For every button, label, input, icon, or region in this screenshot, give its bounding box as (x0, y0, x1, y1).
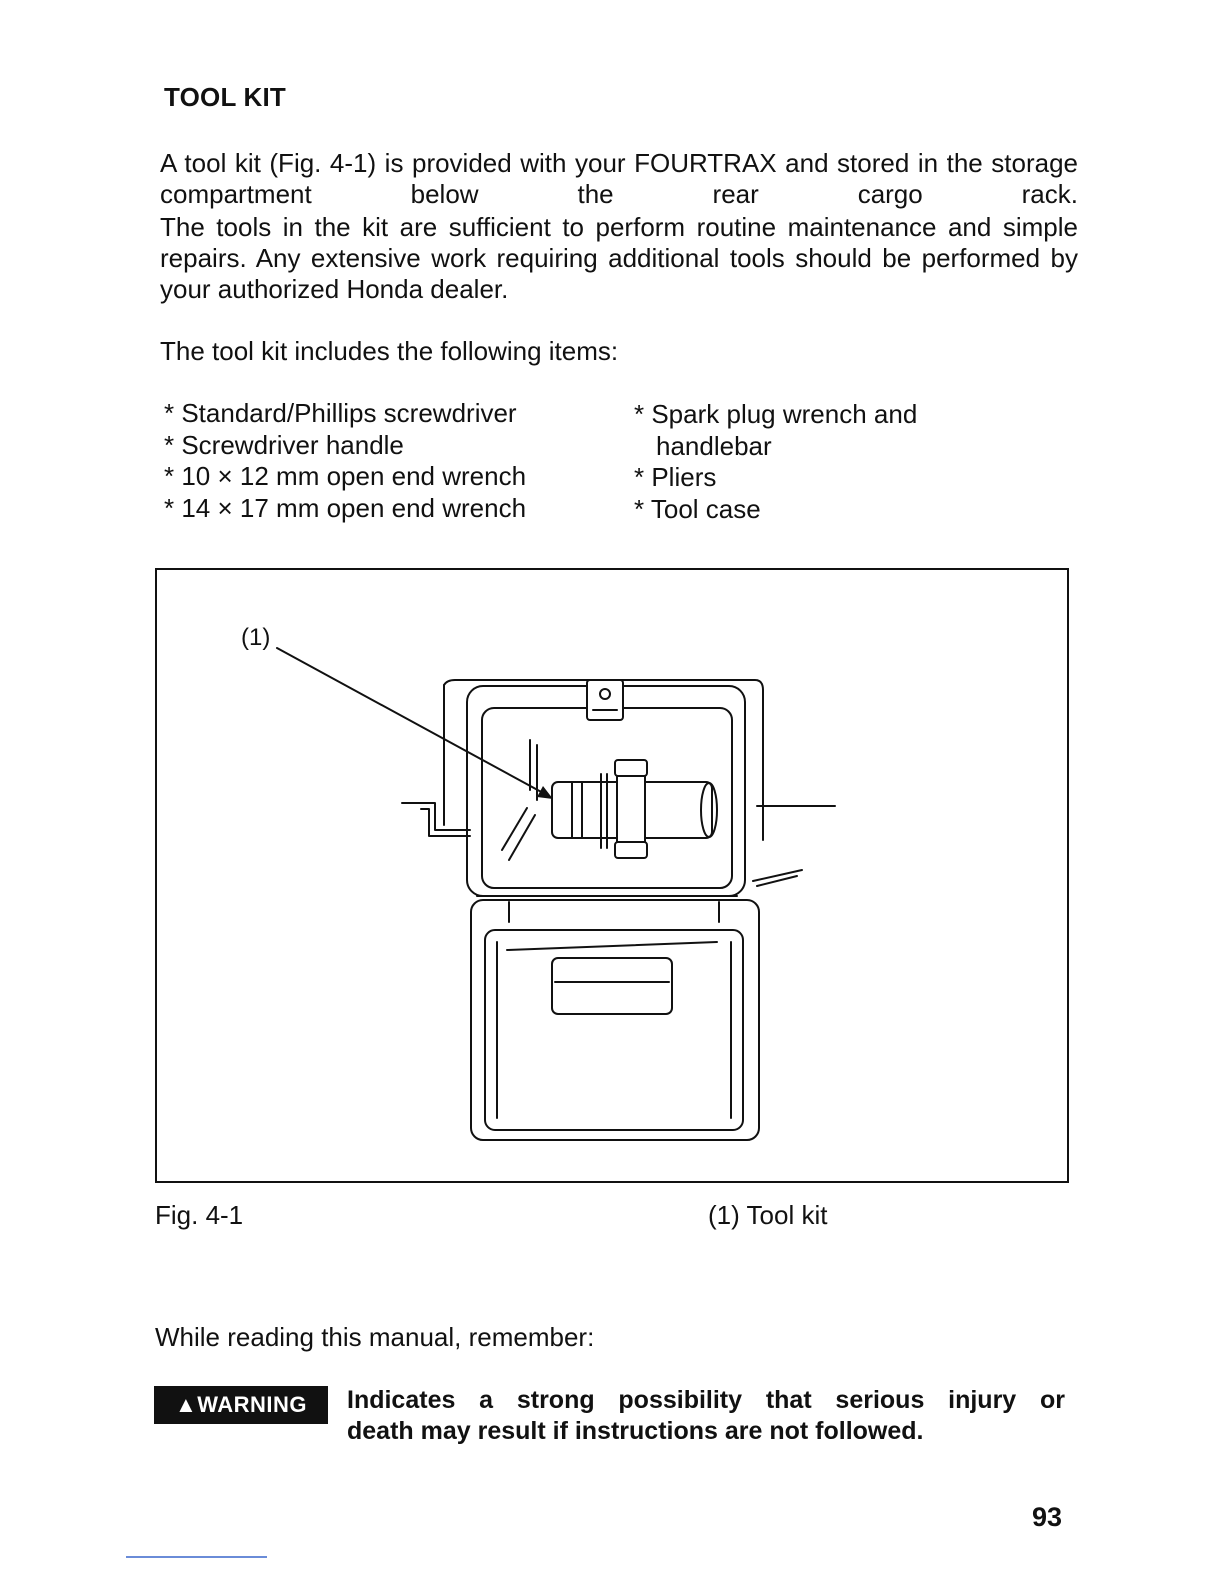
warning-line-2: death may result if instructions are not followed. (347, 1417, 924, 1445)
list-item: * Screwdriver handle (164, 429, 404, 460)
paragraph-tool-kit-location: A tool kit (Fig. 4-1) is provided with your FOURTRAX and stored in the storage compartment below the rear cargo rack. (160, 148, 1078, 209)
list-item: * 14 × 17 mm open end wrench (164, 492, 527, 523)
warning-text (347, 1385, 1065, 1447)
items-list-right (634, 399, 917, 525)
list-item: * 10 × 12 mm open end wrench (164, 461, 527, 491)
warning-line-1: Indicates a strong possibility that serious injury or (347, 1386, 1065, 1414)
figure-callout: (1) (241, 624, 271, 651)
items-intro: The tool kit includes the following items: (160, 336, 619, 366)
section-heading: TOOL KIT (164, 82, 286, 112)
list-item: * Spark plug wrench and (634, 399, 918, 429)
list-item: * Standard/Phillips screwdriver (164, 398, 517, 428)
paragraph-tool-kit-usage: The tools in the kit are sufficient to perform routine maintenance and simple repairs. Any extensive work requiring additional tools should be performed by your authorized Honda dealer. (160, 212, 1078, 304)
list-item: handlebar (656, 430, 772, 461)
footer-rule (126, 1556, 267, 1558)
tool-case-illustration (157, 570, 1067, 1181)
warning-badge: ▲WARNING (154, 1386, 328, 1424)
figure-caption: Fig. 4-1 (155, 1200, 244, 1230)
list-item: * Pliers (634, 462, 717, 492)
items-list-left (164, 398, 526, 524)
page-number: 93 (1032, 1502, 1063, 1532)
remember-note: While reading this manual, remember: (155, 1322, 595, 1352)
figure-legend: (1) Tool kit (708, 1200, 828, 1230)
figure-tool-kit (155, 568, 1069, 1183)
list-item: * Tool case (634, 493, 761, 524)
